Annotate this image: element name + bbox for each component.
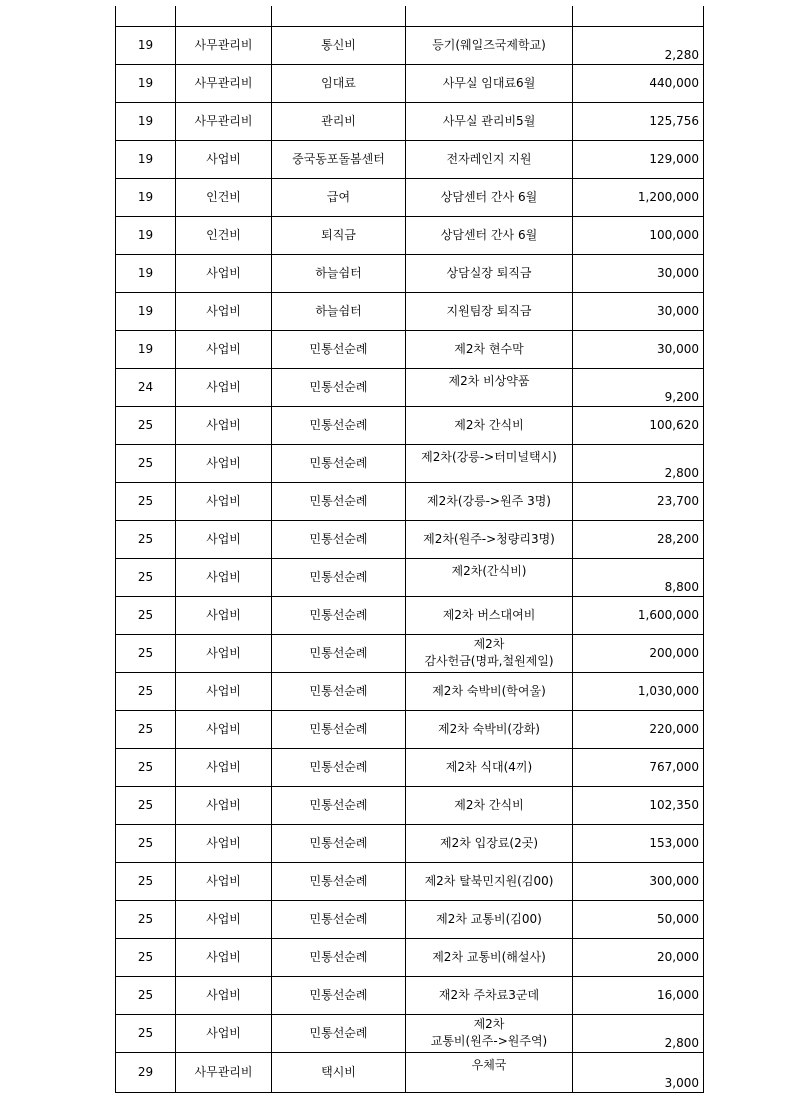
- category-cell: 사업비: [176, 482, 272, 520]
- item-cell: 민통선순례: [272, 406, 406, 444]
- table-row: [116, 862, 704, 900]
- item-cell: 민통선순례: [272, 444, 406, 482]
- item-cell: 민통선순례: [272, 596, 406, 634]
- description-line: 제2차: [473, 637, 505, 651]
- amount-cell: 23,700: [573, 482, 704, 520]
- table-row: [116, 368, 704, 406]
- table-row: [116, 330, 704, 368]
- table-row: [116, 672, 704, 710]
- description-line: 교통비(원주->원주역): [430, 1034, 548, 1048]
- description-cell: 제2차 교통비(김00): [406, 900, 573, 938]
- amount-cell: 1,030,000: [573, 672, 704, 710]
- item-cell: 민통선순례: [272, 786, 406, 824]
- category-cell: 사업비: [176, 748, 272, 786]
- amount-cell: 30,000: [573, 254, 704, 292]
- description-cell: 제2차 식대(4끼): [406, 748, 573, 786]
- date-cell: 25: [116, 444, 176, 482]
- amount-cell: 2,280: [573, 26, 704, 64]
- table-row: [116, 596, 704, 634]
- table-row: [116, 482, 704, 520]
- amount-cell: 30,000: [573, 292, 704, 330]
- category-cell: 인건비: [176, 216, 272, 254]
- amount-cell: 2,800: [573, 444, 704, 482]
- table-row: [116, 140, 704, 178]
- table-row: [116, 1014, 704, 1052]
- date-cell: 25: [116, 862, 176, 900]
- table-row: [116, 216, 704, 254]
- item-cell: 민통선순례: [272, 938, 406, 976]
- date-cell: 19: [116, 64, 176, 102]
- date-cell: 25: [116, 406, 176, 444]
- item-cell: 민통선순례: [272, 368, 406, 406]
- amount-cell: 2,800: [573, 1014, 704, 1052]
- table-row: [116, 520, 704, 558]
- description-cell: 상담센터 간사 6월: [406, 216, 573, 254]
- item-cell: 민통선순례: [272, 824, 406, 862]
- date-cell: 24: [116, 368, 176, 406]
- description-cell: 제2차 간식비: [406, 406, 573, 444]
- date-cell: 25: [116, 748, 176, 786]
- category-cell: 사업비: [176, 558, 272, 596]
- date-cell: 25: [116, 976, 176, 1014]
- category-cell: 사업비: [176, 520, 272, 558]
- date-cell: 25: [116, 824, 176, 862]
- date-cell: 19: [116, 102, 176, 140]
- category-cell: 사업비: [176, 444, 272, 482]
- description-cell: 제2차(강릉->원주 3명): [406, 482, 573, 520]
- date-cell: 25: [116, 558, 176, 596]
- description-cell: [406, 1014, 573, 1052]
- description-cell: 전자레인지 지원: [406, 140, 573, 178]
- date-cell: 29: [116, 1052, 176, 1092]
- item-cell: 민통선순례: [272, 748, 406, 786]
- ledger-top-partial-row: [116, 6, 704, 26]
- date-cell: 19: [116, 26, 176, 64]
- category-cell: 사업비: [176, 672, 272, 710]
- amount-cell: 50,000: [573, 900, 704, 938]
- description-cell: 제2차 탈북민지원(김00): [406, 862, 573, 900]
- category-cell: 사업비: [176, 938, 272, 976]
- table-row: [116, 406, 704, 444]
- amount-cell: 28,200: [573, 520, 704, 558]
- item-cell: 통신비: [272, 26, 406, 64]
- item-cell: 민통선순례: [272, 672, 406, 710]
- item-cell: 민통선순례: [272, 520, 406, 558]
- category-cell: 사무관리비: [176, 26, 272, 64]
- amount-cell: 440,000: [573, 64, 704, 102]
- description-cell: 제2차 버스대여비: [406, 596, 573, 634]
- amount-cell: 3,000: [573, 1052, 704, 1092]
- item-cell: 택시비: [272, 1052, 406, 1092]
- table-row: [116, 1052, 704, 1092]
- item-cell: 민통선순례: [272, 900, 406, 938]
- description-cell: 제2차 숙박비(학여울): [406, 672, 573, 710]
- category-cell: 사무관리비: [176, 102, 272, 140]
- top-cell: [272, 6, 406, 26]
- category-cell: 사무관리비: [176, 64, 272, 102]
- table-row: [116, 900, 704, 938]
- description-cell: [406, 634, 573, 672]
- description-line: 감사헌금(명파,철원제일): [424, 654, 554, 668]
- description-cell: 상담센터 간사 6월: [406, 178, 573, 216]
- category-cell: 사업비: [176, 976, 272, 1014]
- date-cell: 25: [116, 520, 176, 558]
- amount-cell: 125,756: [573, 102, 704, 140]
- description-cell: 우체국: [406, 1052, 573, 1092]
- category-cell: 사업비: [176, 862, 272, 900]
- amount-cell: 8,800: [573, 558, 704, 596]
- amount-cell: 220,000: [573, 710, 704, 748]
- amount-cell: 20,000: [573, 938, 704, 976]
- amount-cell: 16,000: [573, 976, 704, 1014]
- category-cell: 인건비: [176, 178, 272, 216]
- item-cell: 민통선순례: [272, 710, 406, 748]
- description-cell: 제2차 입장료(2곳): [406, 824, 573, 862]
- description-cell: 등기(웨일즈국제학교): [406, 26, 573, 64]
- category-cell: 사업비: [176, 368, 272, 406]
- table-row: [116, 634, 704, 672]
- amount-cell: 102,350: [573, 786, 704, 824]
- category-cell: 사업비: [176, 900, 272, 938]
- item-cell: 민통선순례: [272, 976, 406, 1014]
- item-cell: 급여: [272, 178, 406, 216]
- category-cell: 사업비: [176, 634, 272, 672]
- item-cell: 관리비: [272, 102, 406, 140]
- date-cell: 19: [116, 292, 176, 330]
- description-cell: 재2차 주차료3군데: [406, 976, 573, 1014]
- description-cell: 제2차 교통비(해설사): [406, 938, 573, 976]
- table-row: [116, 976, 704, 1014]
- date-cell: 25: [116, 672, 176, 710]
- item-cell: 민통선순례: [272, 482, 406, 520]
- category-cell: 사업비: [176, 786, 272, 824]
- ledger-body: [116, 6, 704, 1092]
- description-line: 제2차: [473, 1017, 505, 1031]
- table-row: [116, 710, 704, 748]
- description-cell: 제2차 현수막: [406, 330, 573, 368]
- date-cell: 25: [116, 900, 176, 938]
- category-cell: 사업비: [176, 1014, 272, 1052]
- category-cell: 사업비: [176, 710, 272, 748]
- description-cell: 제2차(간식비): [406, 558, 573, 596]
- description-cell: 제2차 숙박비(강화): [406, 710, 573, 748]
- amount-cell: 9,200: [573, 368, 704, 406]
- amount-cell: 1,600,000: [573, 596, 704, 634]
- item-cell: 민통선순례: [272, 1014, 406, 1052]
- category-cell: 사업비: [176, 824, 272, 862]
- item-cell: 민통선순례: [272, 862, 406, 900]
- table-row: [116, 786, 704, 824]
- table-row: [116, 292, 704, 330]
- description-cell: 사무실 관리비5월: [406, 102, 573, 140]
- date-cell: 25: [116, 786, 176, 824]
- item-cell: 임대료: [272, 64, 406, 102]
- top-cell: [573, 6, 704, 26]
- item-cell: 중국동포돌봄센터: [272, 140, 406, 178]
- description-cell: 지원팀장 퇴직금: [406, 292, 573, 330]
- item-cell: 민통선순례: [272, 634, 406, 672]
- item-cell: 하늘쉼터: [272, 292, 406, 330]
- date-cell: 25: [116, 710, 176, 748]
- description-cell: 상담실장 퇴직금: [406, 254, 573, 292]
- amount-cell: 100,620: [573, 406, 704, 444]
- category-cell: 사업비: [176, 140, 272, 178]
- date-cell: 25: [116, 634, 176, 672]
- date-cell: 19: [116, 178, 176, 216]
- description-cell: 제2차(원주->청량리3명): [406, 520, 573, 558]
- description-cell: 제2차(강릉->터미널택시): [406, 444, 573, 482]
- table-row: [116, 824, 704, 862]
- amount-cell: 100,000: [573, 216, 704, 254]
- amount-cell: 30,000: [573, 330, 704, 368]
- category-cell: 사업비: [176, 406, 272, 444]
- date-cell: 19: [116, 140, 176, 178]
- item-cell: 하늘쉼터: [272, 254, 406, 292]
- date-cell: 25: [116, 938, 176, 976]
- category-cell: 사업비: [176, 330, 272, 368]
- date-cell: 25: [116, 482, 176, 520]
- item-cell: 퇴직금: [272, 216, 406, 254]
- description-cell: 제2차 간식비: [406, 786, 573, 824]
- amount-cell: 153,000: [573, 824, 704, 862]
- table-row: [116, 748, 704, 786]
- category-cell: 사업비: [176, 292, 272, 330]
- table-row: [116, 26, 704, 64]
- table-row: [116, 938, 704, 976]
- table-row: [116, 64, 704, 102]
- date-cell: 25: [116, 596, 176, 634]
- category-cell: 사무관리비: [176, 1052, 272, 1092]
- description-cell: 사무실 임대료6월: [406, 64, 573, 102]
- expense-ledger-table: [115, 6, 704, 1093]
- date-cell: 19: [116, 330, 176, 368]
- description-cell: 제2차 비상약품: [406, 368, 573, 406]
- amount-cell: 767,000: [573, 748, 704, 786]
- item-cell: 민통선순례: [272, 330, 406, 368]
- table-row: [116, 102, 704, 140]
- category-cell: 사업비: [176, 596, 272, 634]
- table-row: [116, 444, 704, 482]
- item-cell: 민통선순례: [272, 558, 406, 596]
- date-cell: 19: [116, 254, 176, 292]
- top-cell: [176, 6, 272, 26]
- date-cell: 19: [116, 216, 176, 254]
- date-cell: 25: [116, 1014, 176, 1052]
- table-row: [116, 254, 704, 292]
- amount-cell: 300,000: [573, 862, 704, 900]
- top-cell: [116, 6, 176, 26]
- amount-cell: 1,200,000: [573, 178, 704, 216]
- category-cell: 사업비: [176, 254, 272, 292]
- top-cell: [406, 6, 573, 26]
- amount-cell: 200,000: [573, 634, 704, 672]
- amount-cell: 129,000: [573, 140, 704, 178]
- table-row: [116, 178, 704, 216]
- table-row: [116, 558, 704, 596]
